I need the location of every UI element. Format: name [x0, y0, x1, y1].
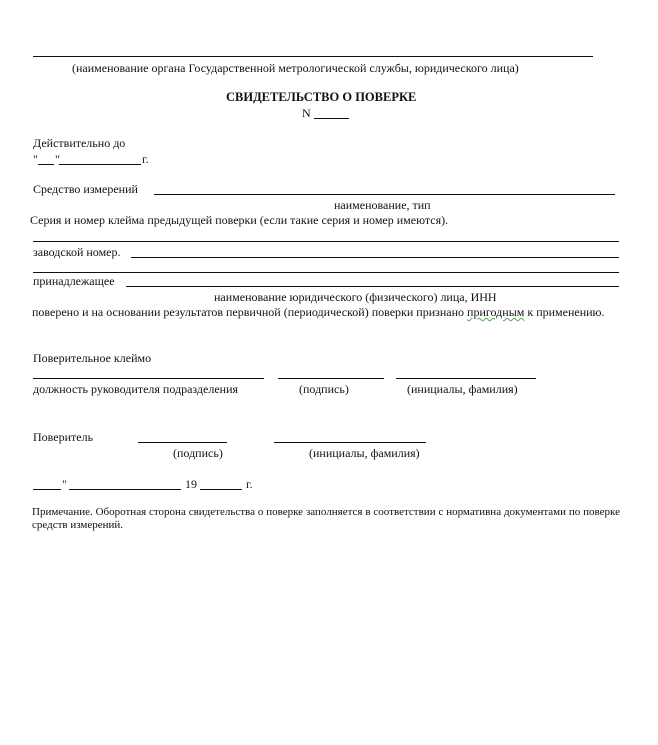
issue-date-quote: " — [62, 477, 67, 491]
owner-line — [126, 286, 619, 287]
verifier-signature-caption: (подпись) — [173, 446, 223, 460]
issue-month-line — [69, 489, 181, 490]
result-fit-word: пригодным — [467, 305, 525, 319]
manager-position-line — [33, 378, 264, 379]
manager-signature-line — [278, 378, 384, 379]
instrument-line — [154, 194, 615, 195]
certificate-number-line — [314, 118, 349, 119]
result-text-before: поверено и на основании результатов первичной (периодической) поверки признано — [32, 305, 465, 319]
previous-stamp-line — [33, 241, 619, 242]
instrument-label: Средство измерений — [33, 182, 138, 196]
verifier-signature-line — [138, 442, 227, 443]
manager-initials-caption: (инициалы, фамилия) — [407, 382, 518, 396]
owner-caption: наименование юридического (физического) лица, ИНН — [214, 290, 497, 304]
previous-stamp-text: Серия и номер клейма предыдущей поверки (если такие серия и номер имеются). — [30, 213, 449, 227]
verifier-initials-caption: (инициалы, фамилия) — [309, 446, 420, 460]
org-name-caption: (наименование органа Государственной метрологической службы, юридического лица) — [72, 61, 519, 75]
valid-until-month-line — [59, 164, 141, 165]
valid-until-close-quote: " — [55, 152, 60, 166]
valid-until-open-quote: " — [33, 152, 38, 166]
serial-number-line-1 — [131, 257, 619, 258]
valid-until-year-suffix: г. — [142, 152, 149, 166]
verifier-label: Поверитель — [33, 430, 94, 444]
issue-date-year-suffix: г. — [246, 477, 253, 491]
issue-year-line — [200, 489, 242, 490]
manager-signature-caption: (подпись) — [299, 382, 349, 396]
serial-number-label: заводской номер. — [33, 245, 121, 259]
manager-initials-line — [396, 378, 536, 379]
manager-position-caption: должность руководителя подразделения — [33, 382, 239, 396]
result-text-after: к применению. — [527, 305, 605, 319]
footnote: Примечание. Оборотная сторона свидетельства о поверке заполняется в соответствии с нормативна документами по поверке средств измерений. — [32, 506, 620, 531]
document-title: СВИДЕТЕЛЬСТВО О ПОВЕРКЕ — [226, 90, 417, 104]
stamp-label: Поверительное клеймо — [33, 351, 152, 365]
serial-number-line-2 — [33, 272, 619, 273]
instrument-caption: наименование, тип — [334, 198, 431, 212]
certificate-number-label: N — [302, 106, 311, 120]
org-name-line — [33, 56, 593, 57]
issue-day-line — [33, 489, 61, 490]
issue-date-century: 19 — [185, 477, 197, 491]
valid-until-label: Действительно до — [33, 136, 126, 150]
verifier-initials-line — [274, 442, 426, 443]
verification-result-paragraph — [32, 305, 620, 319]
valid-until-day-line — [38, 164, 54, 165]
owner-label: принадлежащее — [33, 274, 115, 288]
